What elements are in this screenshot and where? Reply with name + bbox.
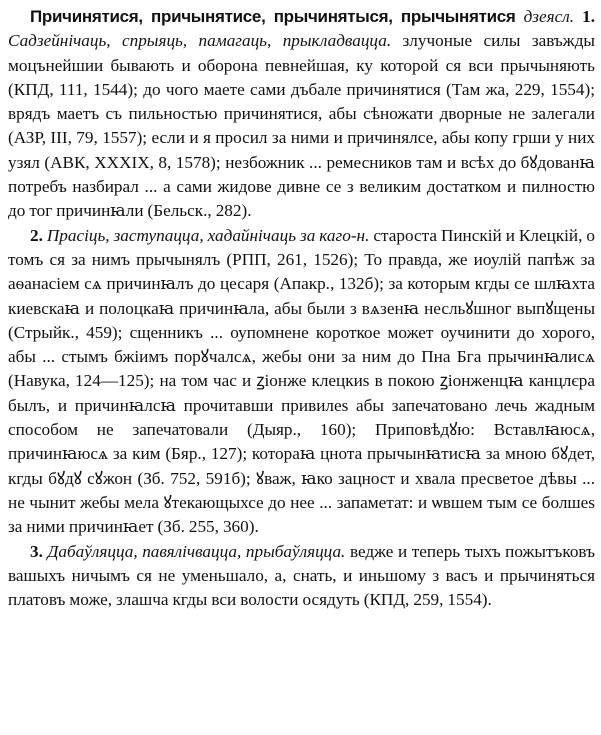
sense-citations: староста Пинскій и Клецкій, о томъ ся за нимъ прычынялъ (РПП, 261, 1526); То правда, же иоулій папѣж за аѳанасіем сѧ причинꙗлъ до цесаря (Апакр., 132б); за которым кгды се шлꙗхта киевскаꙗ и полоцкаꙗ причинꙗла, абы были з вѧзенꙗ несльꙋшног выпꙋщены (Стрыйк., 459); сщенникъ ... оупомнене короткое может оучинити до хорого, абы ... стымъ бжіимъ порꙋчалсѧ, жебы они за ним до Пна Бга прычинꙗлисѧ (Навука, 124—125); на том час и ꙁіонже клецкиs в покою ꙁіонженцꙗ канцлєра былъ, и причинꙗлсꙗ прочитавши привилеs абы запечатовано лечь жадным способом не запечатовали (Дыяр., 160); Приповѣдꙋю: Вставлꙗюсѧ, причинꙗюсѧ за ким (Бяр., 127); котораꙗ цнота прычынꙗтисꙗ за мною бꙋдет, кгды бꙋдꙋ сꙋжон (Зб. 752, 591б); ꙋваж, ꙗко зацност и хвала пресветое дѣвы ... не чынит жебы мела ꙋтекающыхсе до нее ... запаметат: и ѡвшем тым се болшеs за ними причинꙗет (Зб. 255, 360). xyxy=(8,225,595,537)
dictionary-entry-sense-2 xyxy=(8,224,595,540)
grammar-label: дзеясл. xyxy=(523,7,575,26)
dictionary-entry-sense-1 xyxy=(8,5,595,224)
sense-number: 3. xyxy=(30,541,43,561)
sense-citations: злучоные силы завъжды моцънейшии бывають и оборона певнейшая, ку которой ся вси прычыняють (КПД, 111, 1544); до чого маете сами дъбале причинятися (Там жа, 229, 1554); врядъ маетъ съ пильностью причинятися, абы сѣножати дворные не залегали (АЗР, III, 79, 1557); если и я просил за ними и причинялсе, абы копу грши у них узял (АВК, XXXIX, 8, 1578); незбожник ... ремесников там и всѣх до бꙋдованꙗ потребъ назбирал ... а сами жидове дивне се з великим достатком и пилностю до тог причинꙗли (Бельск., 282). xyxy=(8,31,595,221)
sense-definition: Садзейнічаць, спрыяць, памагаць, прыкладвацца. xyxy=(8,31,392,51)
sense-number: 1. xyxy=(582,7,596,26)
entry-headword: Причинятися, причынятисе, прычинятыся, прычынятися xyxy=(30,7,516,26)
sense-definition: Прасіць, заступацца, хадайнічаць за каго-н. xyxy=(46,225,370,245)
sense-definition: Дабаўляцца, павялічвацца, прыбаўляцца. xyxy=(47,541,346,561)
sense-number: 2. xyxy=(30,225,43,245)
dictionary-entry-sense-3 xyxy=(8,540,595,613)
sense-citations: ведже и теперь тыхъ пожытъковъ вашыхъ ничымъ ся не уменьшало, а, снать, и иньшому з васъ и прычиняться платовъ може, злашча кгды вси волости осядуть (КПД, 259, 1554). xyxy=(8,541,595,610)
